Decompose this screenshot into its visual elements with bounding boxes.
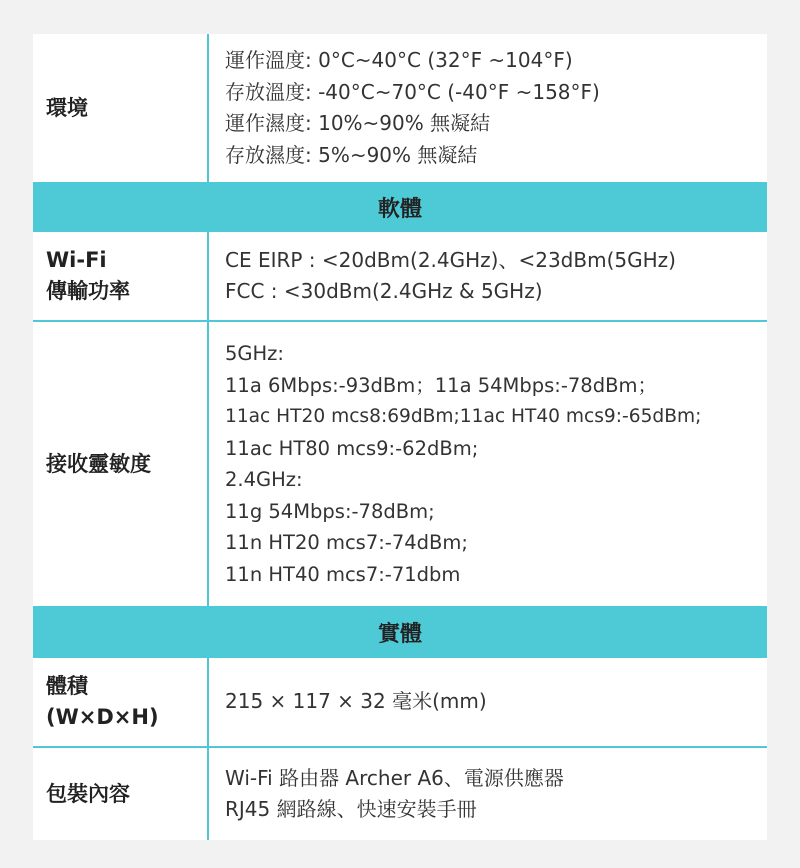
spec-row-sensitivity: [33, 322, 767, 606]
spec-label: [33, 658, 209, 746]
spec-line: CE EIRP : <20dBm(2.4GHz)、<23dBm(5GHz): [225, 247, 676, 272]
spec-line: 運作濕度: 10%~90% 無凝結: [225, 111, 491, 135]
spec-value: [211, 34, 767, 182]
section-header-software: [33, 182, 767, 232]
spec-line: 存放溫度: -40°C~70°C (-40°F ~158°F): [225, 79, 600, 104]
spec-label-text: 包裝內容: [46, 781, 130, 806]
spec-line: 運作溫度: 0°C~40°C (32°F ~104°F): [225, 48, 573, 72]
spec-line: 215 × 117 × 32 毫米(mm): [225, 689, 487, 714]
spec-line: 11ac HT20 mcs8:69dBm;11ac HT40 mcs9:-65dBm;: [225, 406, 702, 427]
spec-row-environment: [33, 34, 767, 182]
spec-value: [211, 748, 767, 840]
spec-label: [33, 322, 209, 606]
spec-label-text: 環境: [46, 95, 88, 120]
spec-label: [33, 232, 209, 320]
section-header-text: 軟體: [377, 196, 422, 222]
spec-value: [211, 658, 767, 746]
spec-line: 11n HT40 mcs7:-71dbm: [225, 562, 461, 586]
spec-label-text: (W×D×H): [46, 705, 159, 729]
section-header-text: 實體: [377, 621, 422, 647]
spec-line: RJ45 網路線、快速安裝手冊: [225, 797, 477, 821]
spec-row-dimensions: [33, 658, 767, 746]
spec-line: 5GHz:: [225, 342, 284, 365]
spec-line: 11g 54Mbps:-78dBm;: [225, 499, 435, 523]
spec-line: 11n HT20 mcs7:-74dBm;: [225, 531, 468, 554]
spec-value: [211, 232, 767, 320]
spec-label-text: 接收靈敏度: [46, 451, 151, 476]
spec-line: FCC : <30dBm(2.4GHz & 5GHz): [225, 279, 543, 303]
spec-line: 存放濕度: 5%~90% 無凝結: [225, 142, 478, 167]
spec-label-text: Wi-Fi: [46, 248, 107, 272]
spec-line: 11ac HT80 mcs9:-62dBm;: [225, 436, 479, 460]
spec-label-text: 傳輸功率: [46, 279, 130, 303]
spec-value: [211, 322, 767, 606]
section-header-hardware: [33, 606, 767, 658]
spec-label-text: 體積: [46, 674, 88, 698]
spec-label: [33, 748, 209, 840]
spec-table: [33, 34, 767, 840]
spec-row-wifi-power: [33, 232, 767, 320]
spec-line: Wi-Fi 路由器 Archer A6、電源供應器: [225, 765, 564, 790]
spec-line: 11a 6Mbps:-93dBm；11a 54Mbps:-78dBm；: [225, 373, 657, 397]
spec-label: [33, 34, 209, 182]
spec-row-package: [33, 748, 767, 840]
spec-line: 2.4GHz:: [225, 468, 303, 491]
